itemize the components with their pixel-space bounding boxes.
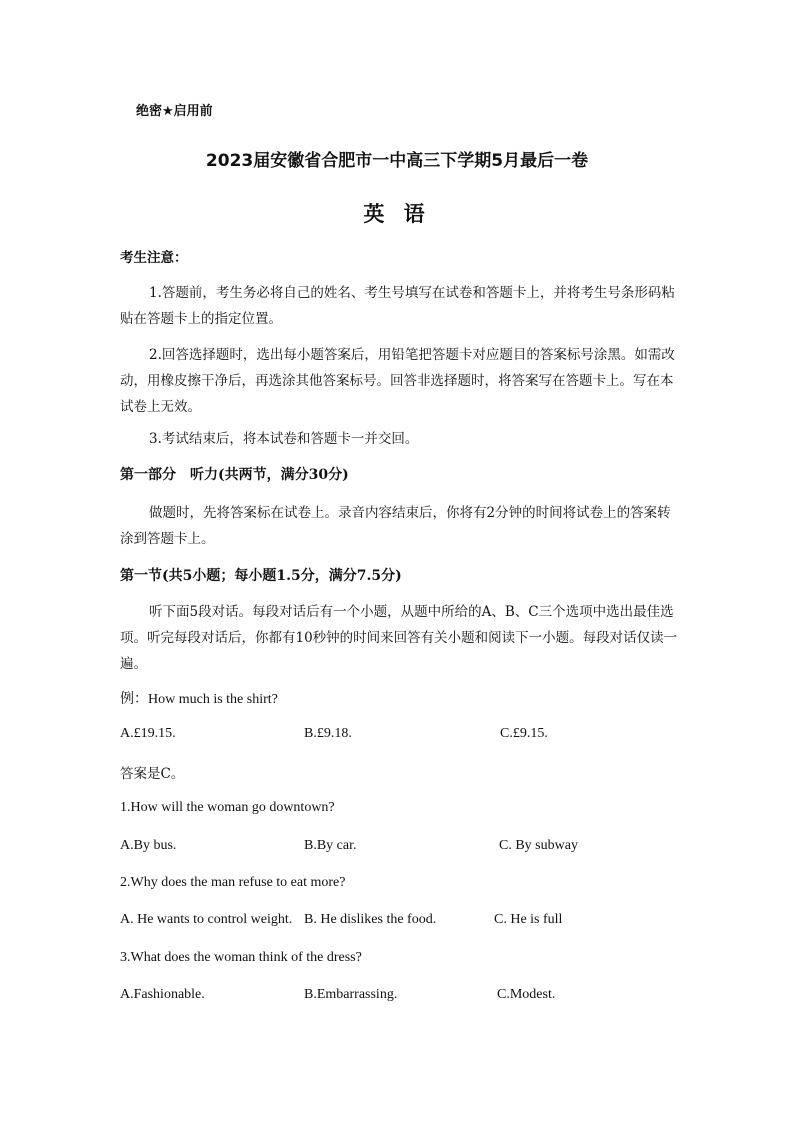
question-1-option-b: B.By car.: [304, 838, 357, 853]
part1-instruction: 做题时，先将答案标在试卷上。录音内容结束后，你将有2分钟的时间将试卷上的答案转涂到答题卡上。: [120, 505, 671, 547]
subject-title: 英 语: [363, 202, 431, 226]
notice-item-3: 3.考试结束后，将本试卷和答题卡一并交回。: [149, 431, 419, 447]
question-2: 2.Why does the man refuse to eat more?: [120, 875, 346, 890]
question-2-option-b: B. He dislikes the food.: [304, 912, 437, 927]
part1-heading: 第一部分 听力(共两节，满分30分): [120, 467, 349, 483]
exam-title: 2023届安徽省合肥市一中高三下学期5月最后一卷: [205, 151, 589, 171]
example-option-b: B.£9.18.: [304, 726, 352, 741]
notice-item-1: 1.答题前，考生务必将自己的姓名、考生号填写在试卷和答题卡上，并将考生号条形码粘贴在答题卡上的指定位置。: [120, 285, 675, 327]
question-2-option-a: A. He wants to control weight.: [120, 912, 293, 927]
notice-item-2: 2.回答选择题时，选出每小题答案后，用铅笔把答题卡对应题目的答案标号涂黑。如需改动，用橡皮擦干净后，再选涂其他答案标号。回答非选择题时，将答案写在答题卡上。写在本试卷上无效。: [120, 347, 675, 415]
example-question: 例：How much is the shirt?: [120, 692, 278, 707]
question-3: 3.What does the woman think of the dress?: [120, 950, 362, 965]
example-option-a: A.£19.15.: [120, 726, 176, 741]
question-1-option-c: C. By subway: [499, 838, 578, 853]
secret-mark: 绝密★启用前: [136, 104, 213, 119]
section1-instruction: 听下面5段对话。每段对话后有一个小题，从题中所给的A、B、C三个选项中选出最佳选项。听完每段对话后，你都有10秒钟的时间来回答有关小题和阅读下一小题。每段对话仅读一遍。: [120, 604, 678, 672]
example-option-c: C.£9.15.: [500, 726, 548, 741]
question-1-option-a: A.By bus.: [120, 838, 177, 853]
question-2-option-c: C. He is full: [494, 912, 563, 927]
question-3-option-a: A.Fashionable.: [120, 987, 205, 1002]
section1-heading: 第一节(共5小题；每小题1.5分，满分7.5分): [120, 568, 402, 584]
question-3-option-c: C.Modest.: [497, 987, 556, 1002]
notice-title: 考生注意：: [120, 250, 188, 266]
question-3-option-b: B.Embarrassing.: [304, 987, 398, 1002]
example-answer: 答案是C。: [120, 766, 185, 782]
question-1: 1.How will the woman go downtown?: [120, 800, 335, 815]
